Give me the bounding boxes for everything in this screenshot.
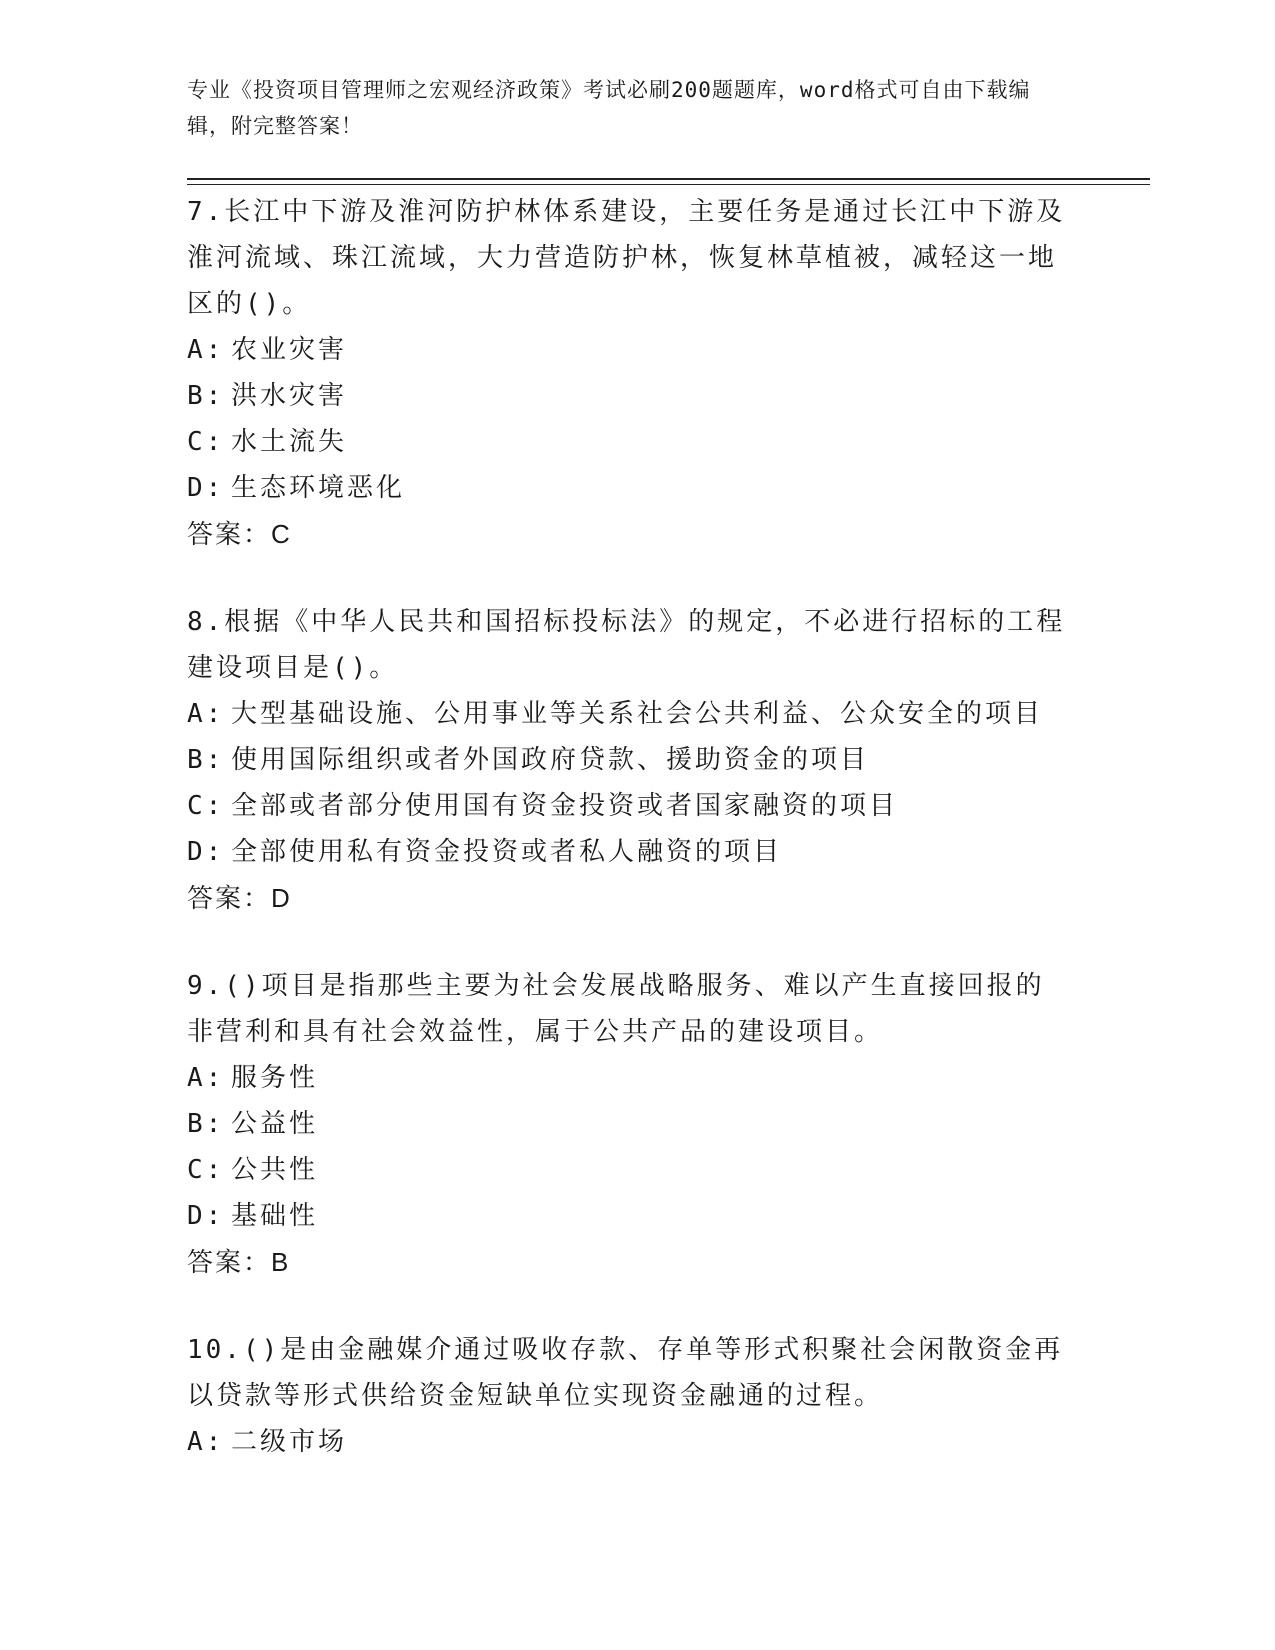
header-divider [187,178,1150,185]
option-key: D: [187,1201,225,1231]
option-text: 洪水灾害 [231,381,348,411]
option-key: D: [187,837,225,867]
option-key: B: [187,745,225,775]
answer-line: 答案：D [187,883,292,913]
option-d [187,829,1087,875]
question-10 [187,1327,1087,1465]
question-stem: 10.()是由金融媒介通过吸收存款、存单等形式积聚社会闲散资金再以贷款等形式供给资金短缺单位实现资金融通的过程。 [187,1335,1064,1411]
question-stem: 8.根据《中华人民共和国招标投标法》的规定，不必进行招标的工程建设项目是()。 [187,607,1066,683]
option-b [187,373,1087,419]
option-text: 水土流失 [231,427,348,457]
question-7 [187,189,1087,557]
question-list [187,189,1087,1507]
option-a [187,327,1087,373]
option-b [187,737,1087,783]
option-text: 公共性 [231,1155,319,1185]
question-9 [187,963,1087,1285]
option-text: 服务性 [231,1063,319,1093]
option-b [187,1101,1087,1147]
option-text: 基础性 [231,1201,319,1231]
option-a [187,1419,1087,1465]
option-key: B: [187,1109,225,1139]
option-c [187,783,1087,829]
option-key: A: [187,699,225,729]
header-text: 专业《投资项目管理师之宏观经济政策》考试必刷200题题库，word格式可自由下载编辑，附完整答案！ [187,78,1031,138]
question-stem: 9.()项目是指那些主要为社会发展战略服务、难以产生直接回报的非营利和具有社会效益性，属于公共产品的建设项目。 [187,971,1045,1047]
document-header [187,72,1147,144]
option-c [187,1147,1087,1193]
option-text: 全部使用私有资金投资或者私人融资的项目 [231,837,783,867]
option-key: C: [187,791,225,821]
option-key: A: [187,1427,225,1457]
option-d [187,1193,1087,1239]
option-text: 使用国际组织或者外国政府贷款、援助资金的项目 [231,745,870,775]
option-key: C: [187,1155,225,1185]
option-key: B: [187,381,225,411]
option-key: D: [187,473,225,503]
option-a [187,691,1087,737]
option-key: C: [187,427,225,457]
question-8 [187,599,1087,921]
answer-line: 答案：B [187,1247,291,1277]
option-text: 公益性 [231,1109,319,1139]
option-text: 生态环境恶化 [231,473,406,503]
option-text: 大型基础设施、公用事业等关系社会公共利益、公众安全的项目 [231,699,1044,729]
question-stem: 7.长江中下游及淮河防护林体系建设，主要任务是通过长江中下游及淮河流域、珠江流域，大力营造防护林，恢复林草植被，减轻这一地区的()。 [187,197,1066,319]
option-text: 二级市场 [231,1427,348,1457]
option-key: A: [187,1063,225,1093]
option-key: A: [187,335,225,365]
option-a [187,1055,1087,1101]
option-c [187,419,1087,465]
option-d [187,465,1087,511]
answer-line: 答案：C [187,519,292,549]
option-text: 全部或者部分使用国有资金投资或者国家融资的项目 [231,791,899,821]
option-text: 农业灾害 [231,335,348,365]
